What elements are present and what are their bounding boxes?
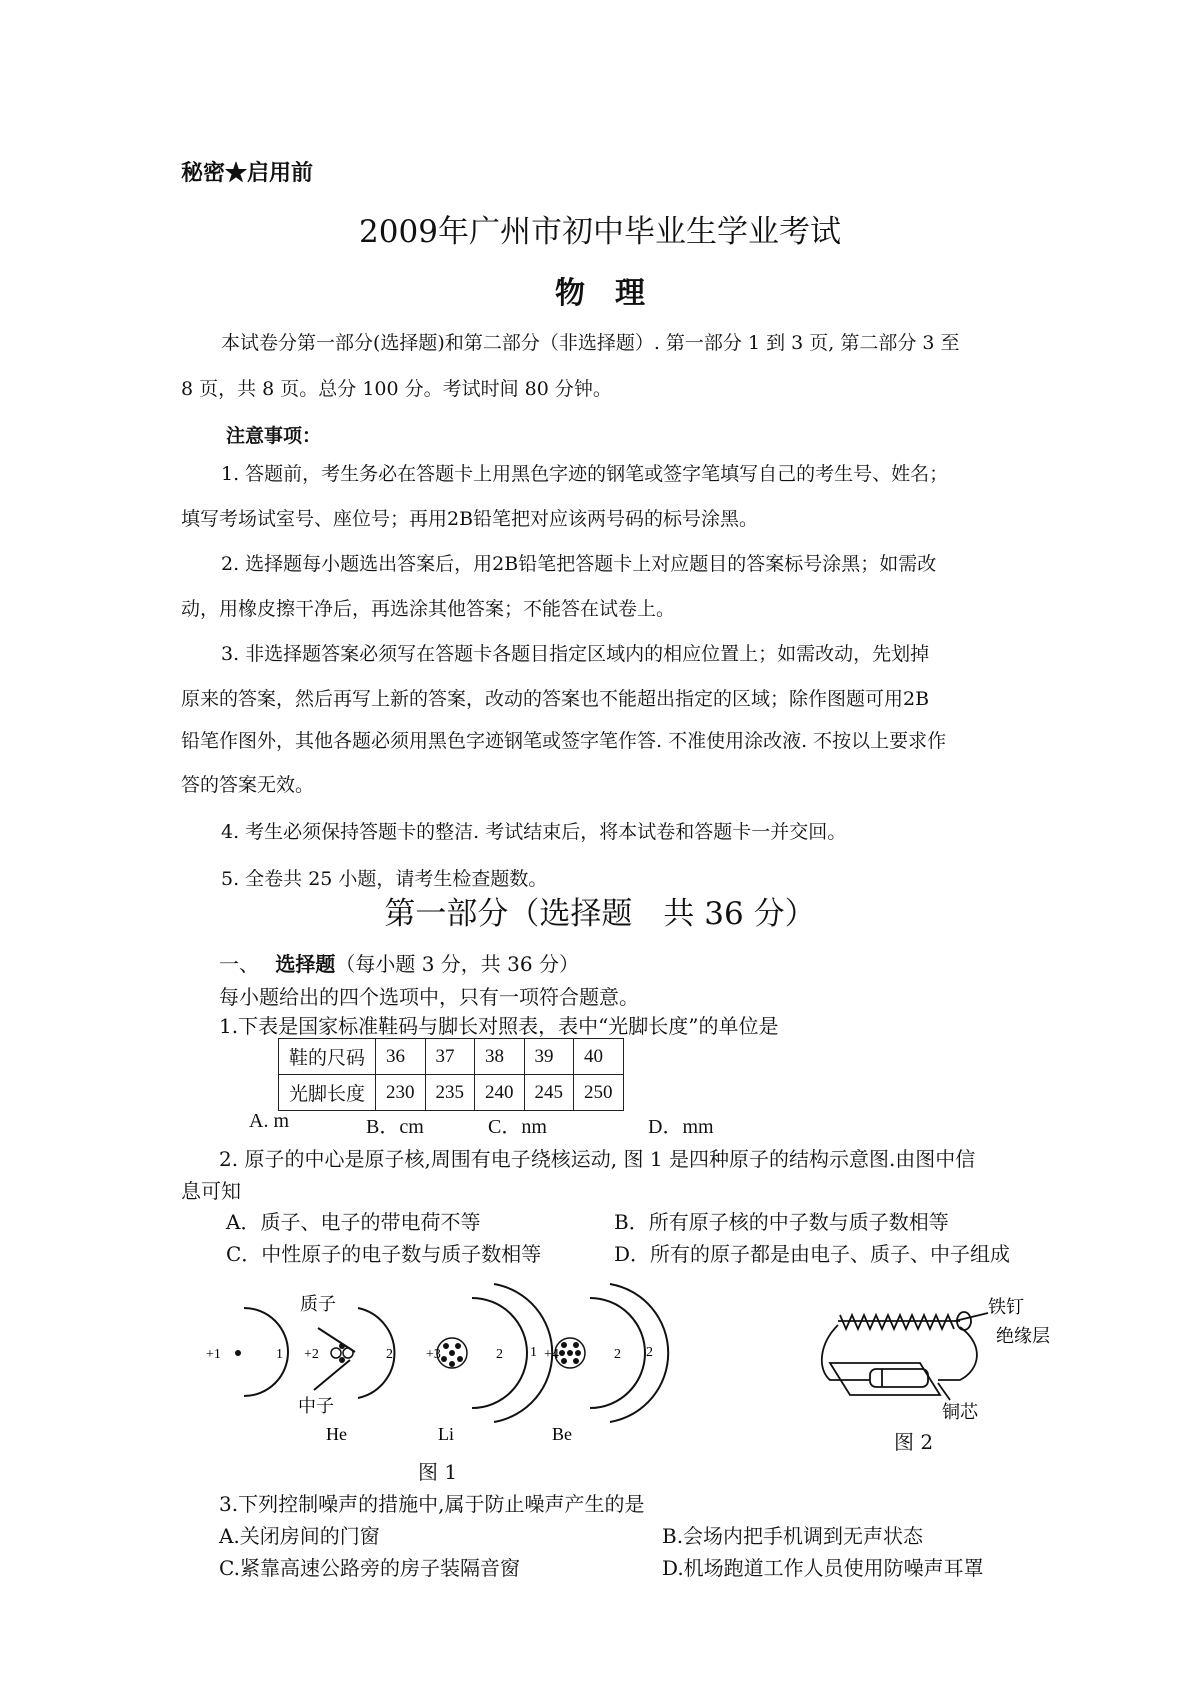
table-cell: 38 (475, 1039, 525, 1075)
shoe-size-table (278, 1038, 624, 1111)
q2-option-b: B．所有原子核的中子数与质子数相等 (614, 1210, 949, 1234)
charge-label: +1 (206, 1347, 221, 1362)
iron-nail-label: 铁钉 (988, 1297, 1024, 1317)
nucleus-li (437, 1338, 467, 1368)
question-2-stem-line: 息可知 (181, 1179, 241, 1203)
neutron-label: 中子 (298, 1396, 334, 1416)
question-1-stem: 1.下表是国家标准鞋码与脚长对照表，表中“光脚长度”的单位是 (219, 1014, 779, 1038)
shell-count: 1 (276, 1347, 283, 1362)
note-line: 答的答案无效。 (181, 774, 315, 796)
shell-count: 2 (496, 1347, 503, 1362)
wire (938, 1327, 977, 1380)
wire (822, 1325, 870, 1380)
table-cell: 39 (524, 1039, 574, 1075)
table-cell: 光脚长度 (279, 1075, 376, 1111)
table-row (279, 1039, 624, 1075)
nucleus (235, 1350, 241, 1356)
confidential-mark: 秘密★启用前 (181, 160, 314, 186)
shell-count: 2 (614, 1347, 621, 1362)
shell-count: 2 (646, 1345, 653, 1360)
q3-option-a: A.关闭房间的门窗 (219, 1524, 380, 1548)
intro-line-2: 8 页，共 8 页。总分 100 分。考试时间 80 分钟。 (181, 378, 612, 400)
pointer-line (314, 1360, 350, 1390)
atom-name-be: Be (552, 1424, 572, 1444)
figure-1-caption: 图 1 (418, 1460, 458, 1484)
q3-option-d: D.机场跑道工作人员使用防噪声耳罩 (662, 1556, 984, 1580)
table-cell: 245 (524, 1075, 574, 1111)
atom-name-li: Li (438, 1424, 454, 1444)
part1-title: 第一部分（选择题 共 36 分） (384, 896, 816, 932)
q1-option-a: A. m (249, 1110, 289, 1132)
note-line: 铅笔作图外，其他各题必须用黑色字迹钢笔或签字笔作答. 不准使用涂改液. 不按以上要求作 (181, 730, 947, 752)
section-heading (219, 948, 579, 977)
figure-1-atoms (200, 1280, 700, 1450)
note-line: 3. 非选择题答案必须写在答题卡各题目指定区域内的相应位置上；如需改动，先划掉 (221, 643, 930, 665)
note-line: 4. 考生必须保持答题卡的整洁. 考试结束后，将本试卷和答题卡一并交回。 (221, 821, 847, 843)
table-cell: 36 (376, 1039, 426, 1075)
table-cell: 鞋的尺码 (279, 1039, 376, 1075)
shell-count: 1 (530, 1345, 537, 1360)
shell-count: 2 (386, 1347, 393, 1362)
q3-option-b: B.会场内把手机调到无声状态 (662, 1524, 924, 1548)
nucleon (339, 1357, 345, 1363)
notes-title: 注意事项： (226, 425, 322, 447)
table-cell: 40 (574, 1039, 624, 1075)
charge-label: +4 (544, 1347, 559, 1362)
table-cell: 37 (425, 1039, 475, 1075)
battery (870, 1369, 928, 1387)
note-line: 5. 全卷共 25 小题，请考生检查题数。 (221, 868, 548, 890)
table-cell: 240 (475, 1075, 525, 1111)
charge-label: +2 (304, 1347, 319, 1362)
q1-option-d: D．mm (648, 1116, 714, 1138)
note-line: 1. 答题前，考生务必在答题卡上用黑色字迹的钢笔或签字笔填写自己的考生号、姓名； (221, 463, 949, 485)
question-3-stem: 3.下列控制噪声的措施中,属于防止噪声产生的是 (219, 1492, 645, 1516)
note-line: 2. 选择题每小题选出答案后，用2B铅笔把答题卡上对应题目的答案标号涂黑；如需改 (221, 553, 937, 575)
table-cell: 230 (376, 1075, 426, 1111)
nucleon (331, 1348, 341, 1358)
subject-title: 物理 (555, 276, 675, 311)
q2-option-a: A．质子、电子的带电荷不等 (226, 1210, 481, 1234)
copper-core-label: 铜芯 (942, 1402, 978, 1422)
note-line: 动，用橡皮擦干净后，再选涂其他答案；不能答在试卷上。 (181, 598, 676, 620)
table-cell: 250 (574, 1075, 624, 1111)
charge-label: +3 (426, 1347, 441, 1362)
section-number: 一、 (219, 952, 259, 976)
q1-option-b: B．cm (366, 1116, 424, 1138)
nucleon (343, 1348, 353, 1358)
figure-2-electromagnet (810, 1285, 1070, 1425)
base-plate (830, 1363, 940, 1395)
insulation-label: 绝缘层 (996, 1326, 1050, 1346)
proton-label: 质子 (300, 1294, 336, 1314)
coil-winding (840, 1315, 954, 1329)
table-cell: 235 (425, 1075, 475, 1111)
q3-option-c: C.紧靠高速公路旁的房子装隔音窗 (219, 1556, 520, 1580)
note-line: 原来的答案，然后再写上新的答案，改动的答案也不能超出指定的区域；除作图题可用2B (181, 688, 930, 710)
nucleus-be (555, 1338, 585, 1368)
label-leader (938, 1383, 950, 1400)
q2-option-c: C．中性原子的电子数与质子数相等 (226, 1242, 542, 1266)
q1-option-c: C．nm (488, 1116, 547, 1138)
section-instruction: 每小题给出的四个选项中，只有一项符合题意。 (219, 985, 639, 1009)
exam-title: 2009年广州市初中毕业生学业考试 (359, 214, 841, 250)
section-name: 选择题 (275, 952, 336, 976)
figure-2-caption: 图 2 (894, 1430, 934, 1454)
q2-option-d: D．所有的原子都是由电子、质子、中子组成 (614, 1242, 1011, 1266)
intro-line-1: 本试卷分第一部分(选择题)和第二部分（非选择题）. 第一部分 1 到 3 页, 第二部分 3 至 (221, 332, 960, 354)
note-line: 填写考场试室号、座位号；再用2B铅笔把对应该两号码的标号涂黑。 (181, 508, 759, 530)
question-2-stem-line: 2. 原子的中心是原子核,周围有电子绕核运动, 图 1 是四种原子的结构示意图.由图中信 (219, 1147, 976, 1171)
table-row (279, 1075, 624, 1111)
nucleon (339, 1343, 345, 1349)
atom-name-he: He (326, 1424, 347, 1444)
section-note: （每小题 3 分，共 36 分） (335, 952, 579, 976)
